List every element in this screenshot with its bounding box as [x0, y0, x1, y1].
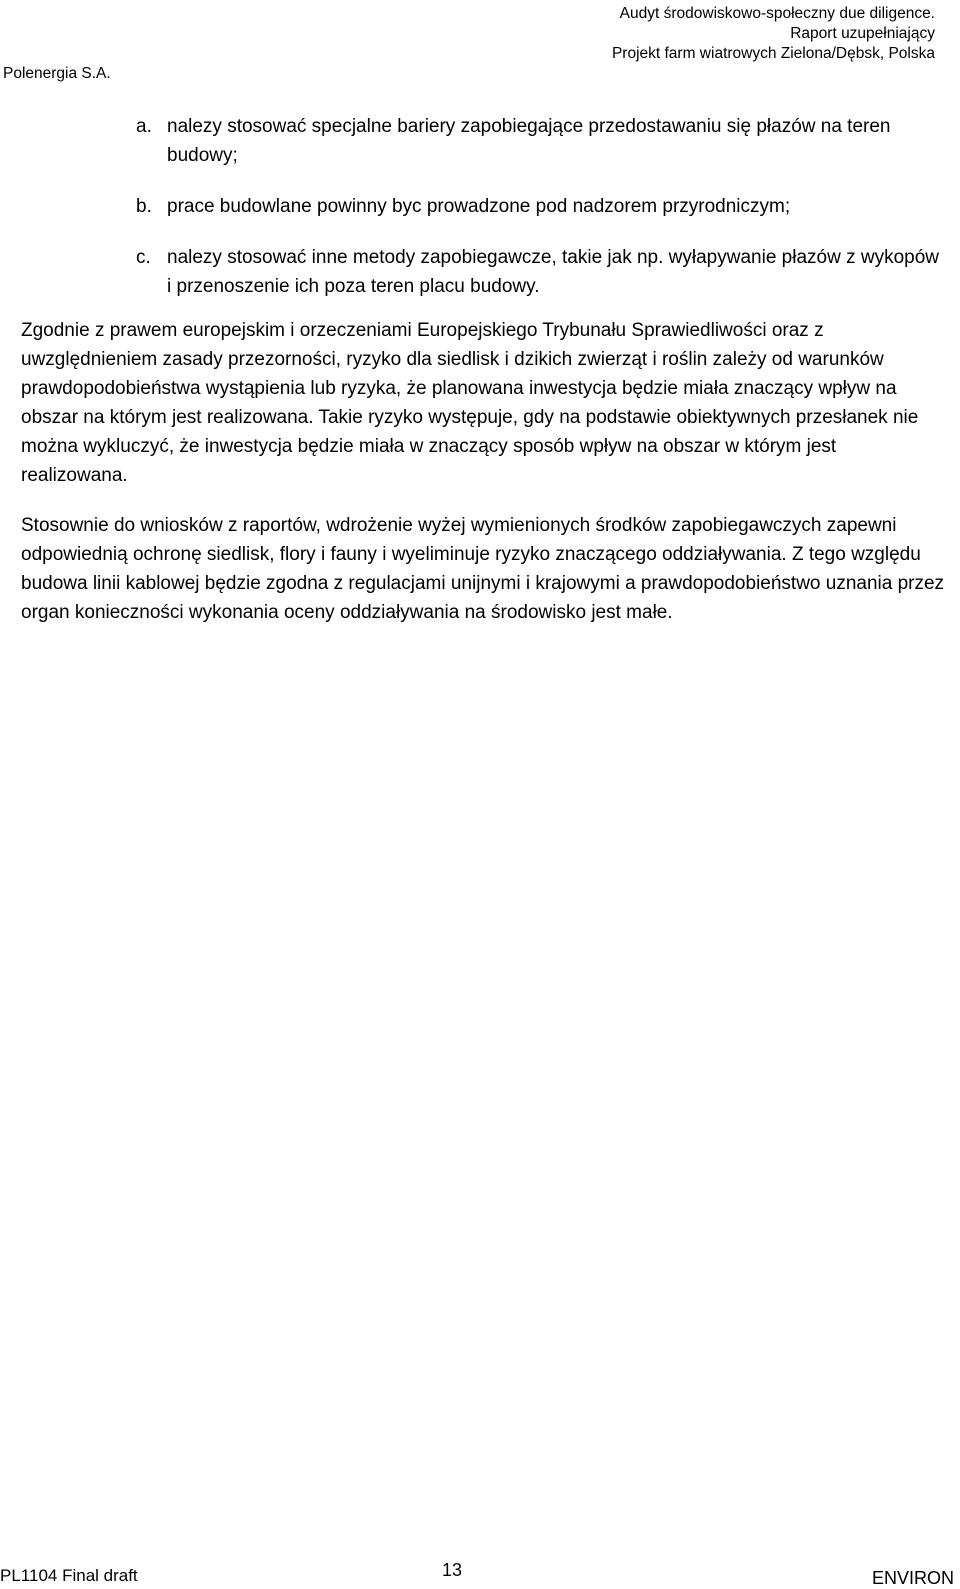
- paragraph: Stosownie do wniosków z raportów, wdrożenie wyżej wymienionych środków zapobiegawczych zapewni odpowiednią ochronę siedlisk, flory i fauny i wyeliminuje ryzyko znaczącego oddziaływania. Z tego względu budowa linii kablowej będzie zgodna z regulacjami unijnymi i krajowymi a prawdopodobieństwo uznania przez organ konieczności wykonania oceny oddziaływania na środowisko jest małe.: [21, 515, 945, 623]
- header-subtitle-line: Raport uzupełniający: [790, 25, 935, 42]
- header-company: Polenergia S.A.: [3, 65, 111, 82]
- list-item-text: prace budowlane powinny byc prowadzone pod nadzorem przyrodniczym;: [167, 196, 791, 217]
- page-header-right: [612, 4, 935, 64]
- measures-list: [136, 112, 946, 301]
- footer-company: ENVIRON: [872, 1568, 955, 1588]
- list-marker: b.: [136, 196, 152, 217]
- list-marker: a.: [136, 116, 152, 137]
- page-number: 13: [442, 1560, 463, 1580]
- paragraph: Zgodnie z prawem europejskim i orzeczeniami Europejskiego Trybunału Sprawiedliwości oraz z uwzględnieniem zasady przezorności, ryzyko dla siedlisk i dzikich zwierząt i roślin zależy od warunków prawdopodobieństwa wystąpienia lub ryzyka, że planowana inwestycja będzie miała znaczący wpływ na obszar na którym jest realizowana. Takie ryzyko występuje, gdy na podstawie obiektywnych przesłanek nie można wykluczyć, że inwestycja będzie miała w znaczący sposób wpływ na obszar w którym jest realizowana.: [21, 320, 919, 486]
- list-item-text: nalezy stosować inne metody zapobiegawcze, takie jak np. wyłapywanie płazów z wykopów i przenoszenie ich poza teren placu budowy.: [167, 247, 940, 297]
- list-item: [136, 192, 946, 221]
- header-title-line: Audyt środowiskowo-społeczny due diligence.: [619, 5, 935, 22]
- list-item: [136, 243, 946, 301]
- list-marker: c.: [136, 247, 151, 268]
- list-item-text: nalezy stosować specjalne bariery zapobiegające przedostawaniu się płazów na teren budowy;: [167, 116, 891, 166]
- list-item: [136, 112, 946, 170]
- page-footer: [0, 1560, 960, 1588]
- document-body: [21, 112, 946, 648]
- header-project-line: Projekt farm wiatrowych Zielona/Dębsk, Polska: [611, 45, 935, 62]
- footer-document-id: PL1104 Final draft: [0, 1566, 138, 1585]
